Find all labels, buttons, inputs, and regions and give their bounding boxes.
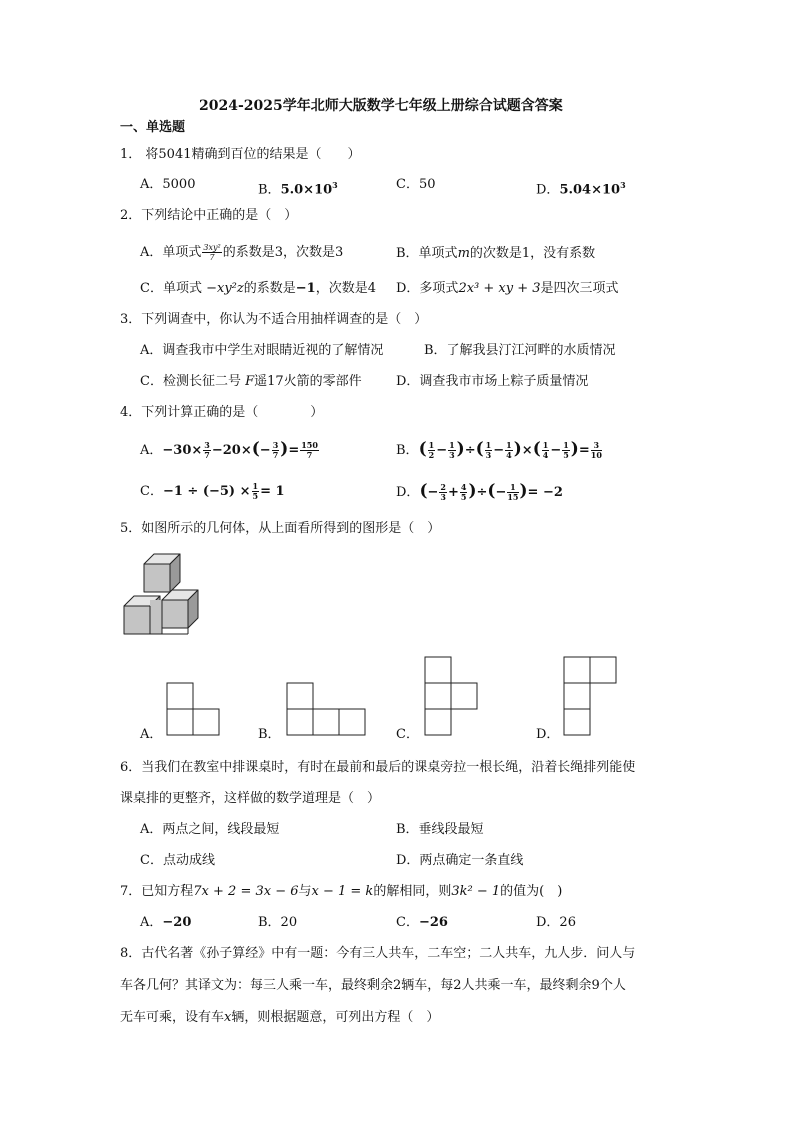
section-heading: 一、单选题	[120, 120, 186, 135]
q1-option-a: A．5000	[140, 177, 196, 192]
q2-option-d: D．多项式2x³ + xy + 3是四次三项式	[396, 281, 619, 296]
q3-option-a: A．调查我市中学生对眼睛近视的了解情况	[140, 343, 384, 358]
q6-option-b: B．垂线段最短	[396, 822, 484, 837]
q5-option-d: D．	[536, 727, 560, 742]
question-8-stem-line3: 无车可乘，设有车x辆，则根据题意，可列出方程（ ）	[120, 1010, 440, 1025]
solid-figure	[118, 552, 202, 640]
question-2-stem: 2．下列结论中正确的是（ ）	[120, 208, 298, 223]
q4-option-d: D．(− $\frac{2}{3}$ + $\frac{4}{5}$ )÷(− $\frac{1}{15}$ )= −2	[396, 481, 563, 502]
question-8-stem-line1: 8．古代名著《孙子算经》中有一题：今有三人共车，二车空；二人共车，九人步．问人与	[120, 946, 636, 961]
q5-figure-a	[166, 682, 222, 738]
q5-figure-d	[563, 656, 619, 738]
q2-option-b: B．单项式m的次数是1，没有系数	[396, 246, 596, 261]
q6-option-d: D．两点确定一条直线	[396, 853, 524, 868]
question-7-stem: 7．已知方程7x + 2 = 3x − 6与x − 1 = k的解相同，则3k² − 1的值为( )	[120, 884, 563, 899]
q4-option-b: B．( $\frac{1}{2}$ − $\frac{1}{3}$ )÷( $\frac{1}{3}$ − $\frac{1}{4}$ )×( $\frac{1}{4}$ − $\frac{1}{5}$ )= $\frac{3}{10}$	[396, 439, 602, 460]
q3-option-d: D．调查我市市场上粽子质量情况	[396, 374, 589, 389]
q5-figure-c	[424, 656, 480, 738]
q7-option-c: C．−26	[396, 915, 448, 930]
question-8-stem-line2: 车各几何？其译文为：每三人乘一车，最终剩余2辆车，每2人共乘一车，最终剩余9个人	[120, 978, 626, 993]
q7-option-d: D．26	[536, 915, 576, 930]
question-6-stem-line1: 6．当我们在教室中排课桌时，有时在最前和最后的课桌旁拉一根长绳，沿着长绳排列能使	[120, 760, 636, 775]
question-4-stem: 4．下列计算正确的是（ ）	[120, 405, 324, 420]
q5-option-a: A．	[140, 727, 163, 742]
q6-option-a: A．两点之间，线段最短	[140, 822, 280, 837]
q6-option-c: C．点动成线	[140, 853, 215, 868]
page-title: 2024-2025学年北师大版数学七年级上册综合试题含答案	[199, 98, 563, 114]
q5-figure-b	[286, 682, 368, 738]
question-5-stem: 5．如图所示的几何体，从上面看所得到的图形是（ ）	[120, 521, 441, 536]
question-6-stem-line2: 课桌排的更整齐，这样做的数学道理是（ ）	[120, 791, 381, 806]
q1-option-d: D．$5.04\times 10^3$	[536, 180, 626, 198]
q5-option-b: B．	[258, 727, 281, 742]
q5-option-c: C．	[396, 727, 419, 742]
q7-option-b: B．20	[258, 915, 298, 930]
q4-option-a: A．−30× $\frac{3}{7}$ −20×(− $\frac{3}{7}$ )= $\frac{150}{7}$	[140, 439, 318, 460]
q1-option-c: C．50	[396, 177, 436, 192]
q2-option-c: C．单项式 −xy²z的系数是−1，次数是4	[140, 281, 376, 296]
question-3-stem: 3．下列调查中，你认为不适合用抽样调查的是（ ）	[120, 312, 428, 327]
q4-option-c: C．−1 ÷ (−5) × $\frac{1}{5}$ = 1	[140, 481, 285, 501]
q3-option-b: B．了解我县汀江河畔的水质情况	[424, 343, 616, 358]
q3-option-c: C．检测长征二号 F遥17火箭的零部件	[140, 374, 362, 389]
q1-option-b: B．$5.0\times 10^3$	[258, 180, 338, 198]
q2-option-a: A．单项式 $\frac{\text{3xy²}}{7}$ 的系数是3，次数是3	[140, 243, 344, 262]
question-1-stem: 1． 将5041精确到百位的结果是（ ）	[120, 147, 361, 162]
q7-option-a: A．−20	[140, 915, 192, 930]
